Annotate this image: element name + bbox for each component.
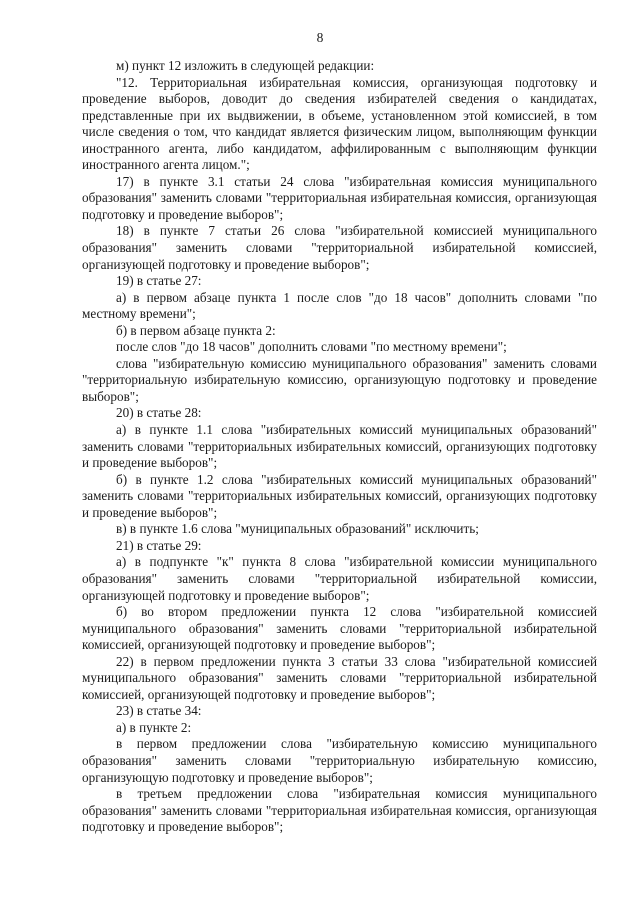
paragraph: 21) в статье 29:	[116, 537, 202, 553]
page-number: 8	[316, 30, 324, 45]
paragraph: в) в пункте 1.6 слова "муниципальных образований" исключить;	[116, 521, 479, 537]
paragraph: б) в пункте 1.2 слова "избирательных комиссий муниципальных образований" заменить словами "территориальных избирательных комиссий, организующих подготовку и проведение выборов";	[82, 471, 597, 520]
paragraph: м) пункт 12 изложить в следующей редакции:	[116, 58, 375, 73]
paragraph: "12. Территориальная избирательная комиссия, организующая подготовку и проведение выборов, доводит до сведения избирателей сведения о кандидатах, представленные при их выдвижении, в объеме, установленном этой комиссией, в том числе сведения о том, что кандидат является физическим лицом, выполняющим функции иностранного агента, либо кандидатом, аффилированным с выполняющим функции иностранного агента лицом.";	[82, 74, 597, 173]
paragraph: 18) в пункте 7 статьи 26 слова "избирательной комиссией муниципального образования" заменить словами "территориальной избирательной комиссией, организующей подготовку и проведение выборов";	[82, 223, 597, 272]
paragraph: слова "избирательную комиссию муниципального образования" заменить словами "территориальную избирательную комиссию, организующую подготовку и проведение выборов";	[82, 355, 597, 404]
paragraph: 17) в пункте 3.1 статьи 24 слова "избирательная комиссия муниципального образования" заменить словами "территориальная избирательная комиссия, организующая подготовку и проведение выборов";	[82, 173, 597, 222]
paragraph: в первом предложении слова "избирательную комиссию муниципального образования" заменить словами "территориальную избирательную комиссию, организующую подготовку и проведение выборов";	[82, 736, 597, 785]
paragraph: 20) в статье 28:	[116, 405, 202, 421]
paragraph: 22) в первом предложении пункта 3 статьи 33 слова "избирательной комиссией муниципального образования" заменить словами "территориальной избирательной комиссией, организующей подготовку и проведение выборов";	[82, 653, 597, 702]
paragraph: а) в подпункте "к" пункта 8 слова "избирательной комиссии муниципального образования" заменить словами "территориальной избирательной комиссии, организующей подготовку и проведение выборов";	[82, 554, 597, 603]
paragraph: в третьем предложении слова "избирательная комиссия муниципального образования" заменить словами "территориальная избирательная комиссия, организующая подготовку и проведение выборов";	[82, 786, 597, 835]
document-body	[82, 58, 597, 836]
paragraph: а) в первом абзаце пункта 1 после слов "до 18 часов" дополнить словами "по местному времени";	[82, 289, 597, 322]
paragraph: б) во втором предложении пункта 12 слова "избирательной комиссией муниципального образования" заменить словами "территориальной избирательной комиссией, организующей подготовку и проведение выборов";	[82, 604, 597, 653]
paragraph: а) в пункте 1.1 слова "избирательных комиссий муниципальных образований" заменить словами "территориальных избирательных комиссий, организующих подготовку и проведение выборов";	[82, 422, 597, 471]
paragraph: б) в первом абзаце пункта 2:	[116, 322, 276, 338]
paragraph: 23) в статье 34:	[116, 703, 202, 719]
paragraph: после слов "до 18 часов" дополнить словами "по местному времени";	[116, 339, 507, 355]
paragraph: 19) в статье 27:	[116, 273, 202, 289]
paragraph: а) в пункте 2:	[116, 719, 192, 735]
